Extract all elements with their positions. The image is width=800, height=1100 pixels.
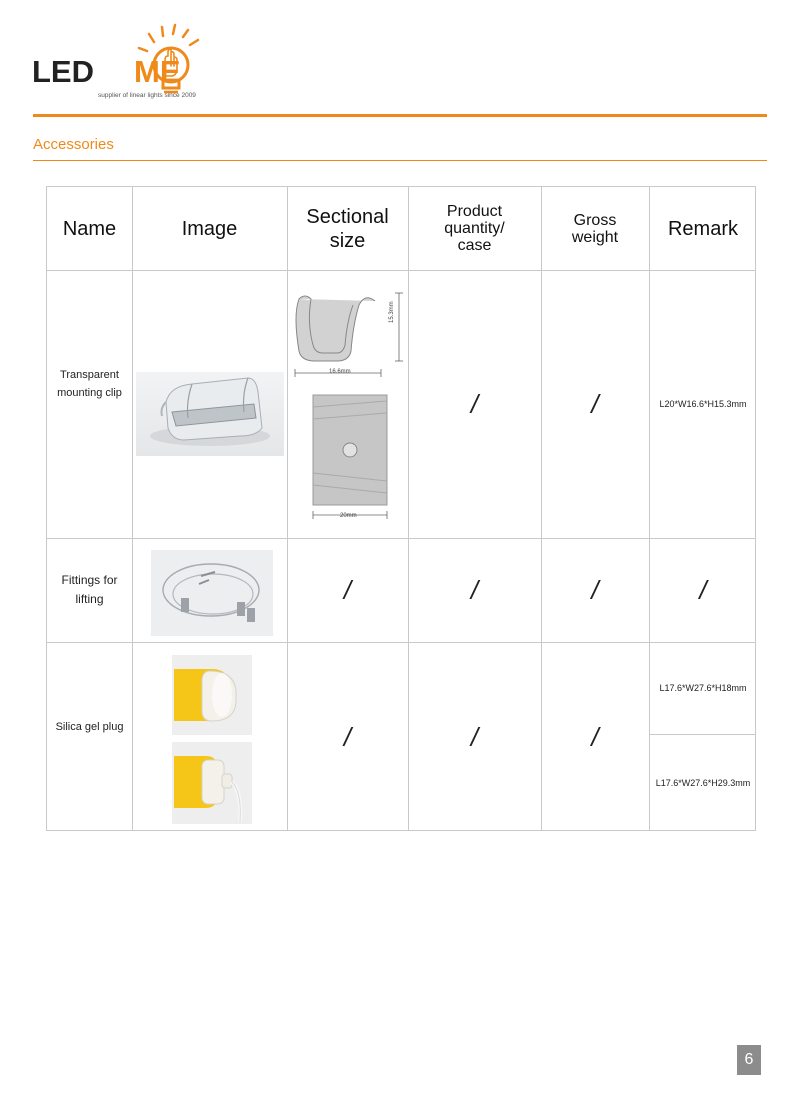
row2-name-line1: Fittings for	[61, 573, 118, 587]
row1-remark: L20*W16.6*H15.3mm	[659, 399, 747, 409]
silica-plug-photo-a	[172, 655, 252, 735]
dim-length-label: 20mm	[340, 513, 357, 519]
row3-product-qty: /	[470, 721, 479, 752]
row2-product-qty: /	[470, 574, 479, 605]
row2-sectional-size: /	[343, 574, 352, 605]
lifting-fittings-photo	[151, 550, 273, 636]
col-divider	[132, 187, 133, 830]
mounting-clip-photo	[136, 372, 284, 456]
row2-name	[47, 538, 132, 642]
silica-plug-photo-b	[172, 742, 252, 824]
header-gross-line1: Gross	[573, 211, 617, 229]
header-sectional-size	[287, 187, 408, 270]
row3-remark-a: L17.6*W27.6*H18mm	[659, 683, 747, 693]
mounting-clip-image	[136, 372, 284, 456]
header-remark: Remark	[667, 217, 738, 240]
dim-width-label: 16.6mm	[329, 369, 351, 375]
header-image: Image	[181, 217, 238, 240]
header-name: Name	[62, 217, 117, 240]
row3-name: Silica gel plug	[55, 721, 124, 733]
page-number: 6	[737, 1045, 761, 1075]
header-product-line2: quantity/	[444, 220, 505, 237]
header-sectional-line1: Sectional	[306, 205, 389, 228]
header-gross-line2: weight	[571, 228, 619, 246]
header-rule	[33, 114, 767, 117]
logo-tagline: supplier of linear lights since 2009	[98, 92, 196, 99]
section-title: Accessories	[33, 136, 114, 153]
row3-gross-weight: /	[591, 721, 599, 752]
logo-text-right: ME	[134, 54, 181, 89]
logo-text-left: LED	[32, 54, 94, 89]
header-gross-weight	[541, 187, 649, 270]
dim-height-label: 15.3mm	[389, 301, 395, 323]
section-rule	[33, 160, 767, 161]
header-product-line3: case	[457, 237, 492, 254]
row1-gross-weight: /	[591, 388, 599, 419]
silica-plug-image-b	[172, 742, 252, 824]
row3-sectional-size: /	[343, 721, 352, 752]
row1-name-line1: Transparent	[60, 369, 119, 381]
row1-name	[47, 270, 132, 538]
row2-gross-weight: /	[591, 574, 599, 605]
row2-name-line2: lifting	[75, 592, 104, 606]
row2-remark: /	[699, 574, 707, 605]
accessories-table	[46, 186, 756, 831]
logo-wordmark	[32, 54, 181, 90]
row3-remark-b: L17.6*W27.6*H29.3mm	[655, 778, 751, 788]
lifting-fittings-image	[151, 550, 273, 636]
brand-logo	[32, 22, 222, 102]
header-product-line1: Product	[446, 203, 503, 220]
row1-product-qty: /	[470, 388, 479, 419]
silica-plug-image-a	[172, 655, 252, 735]
row1-name-line2: mounting clip	[57, 387, 122, 399]
header-product-quantity	[408, 187, 541, 270]
header-sectional-line2: size	[329, 229, 366, 252]
